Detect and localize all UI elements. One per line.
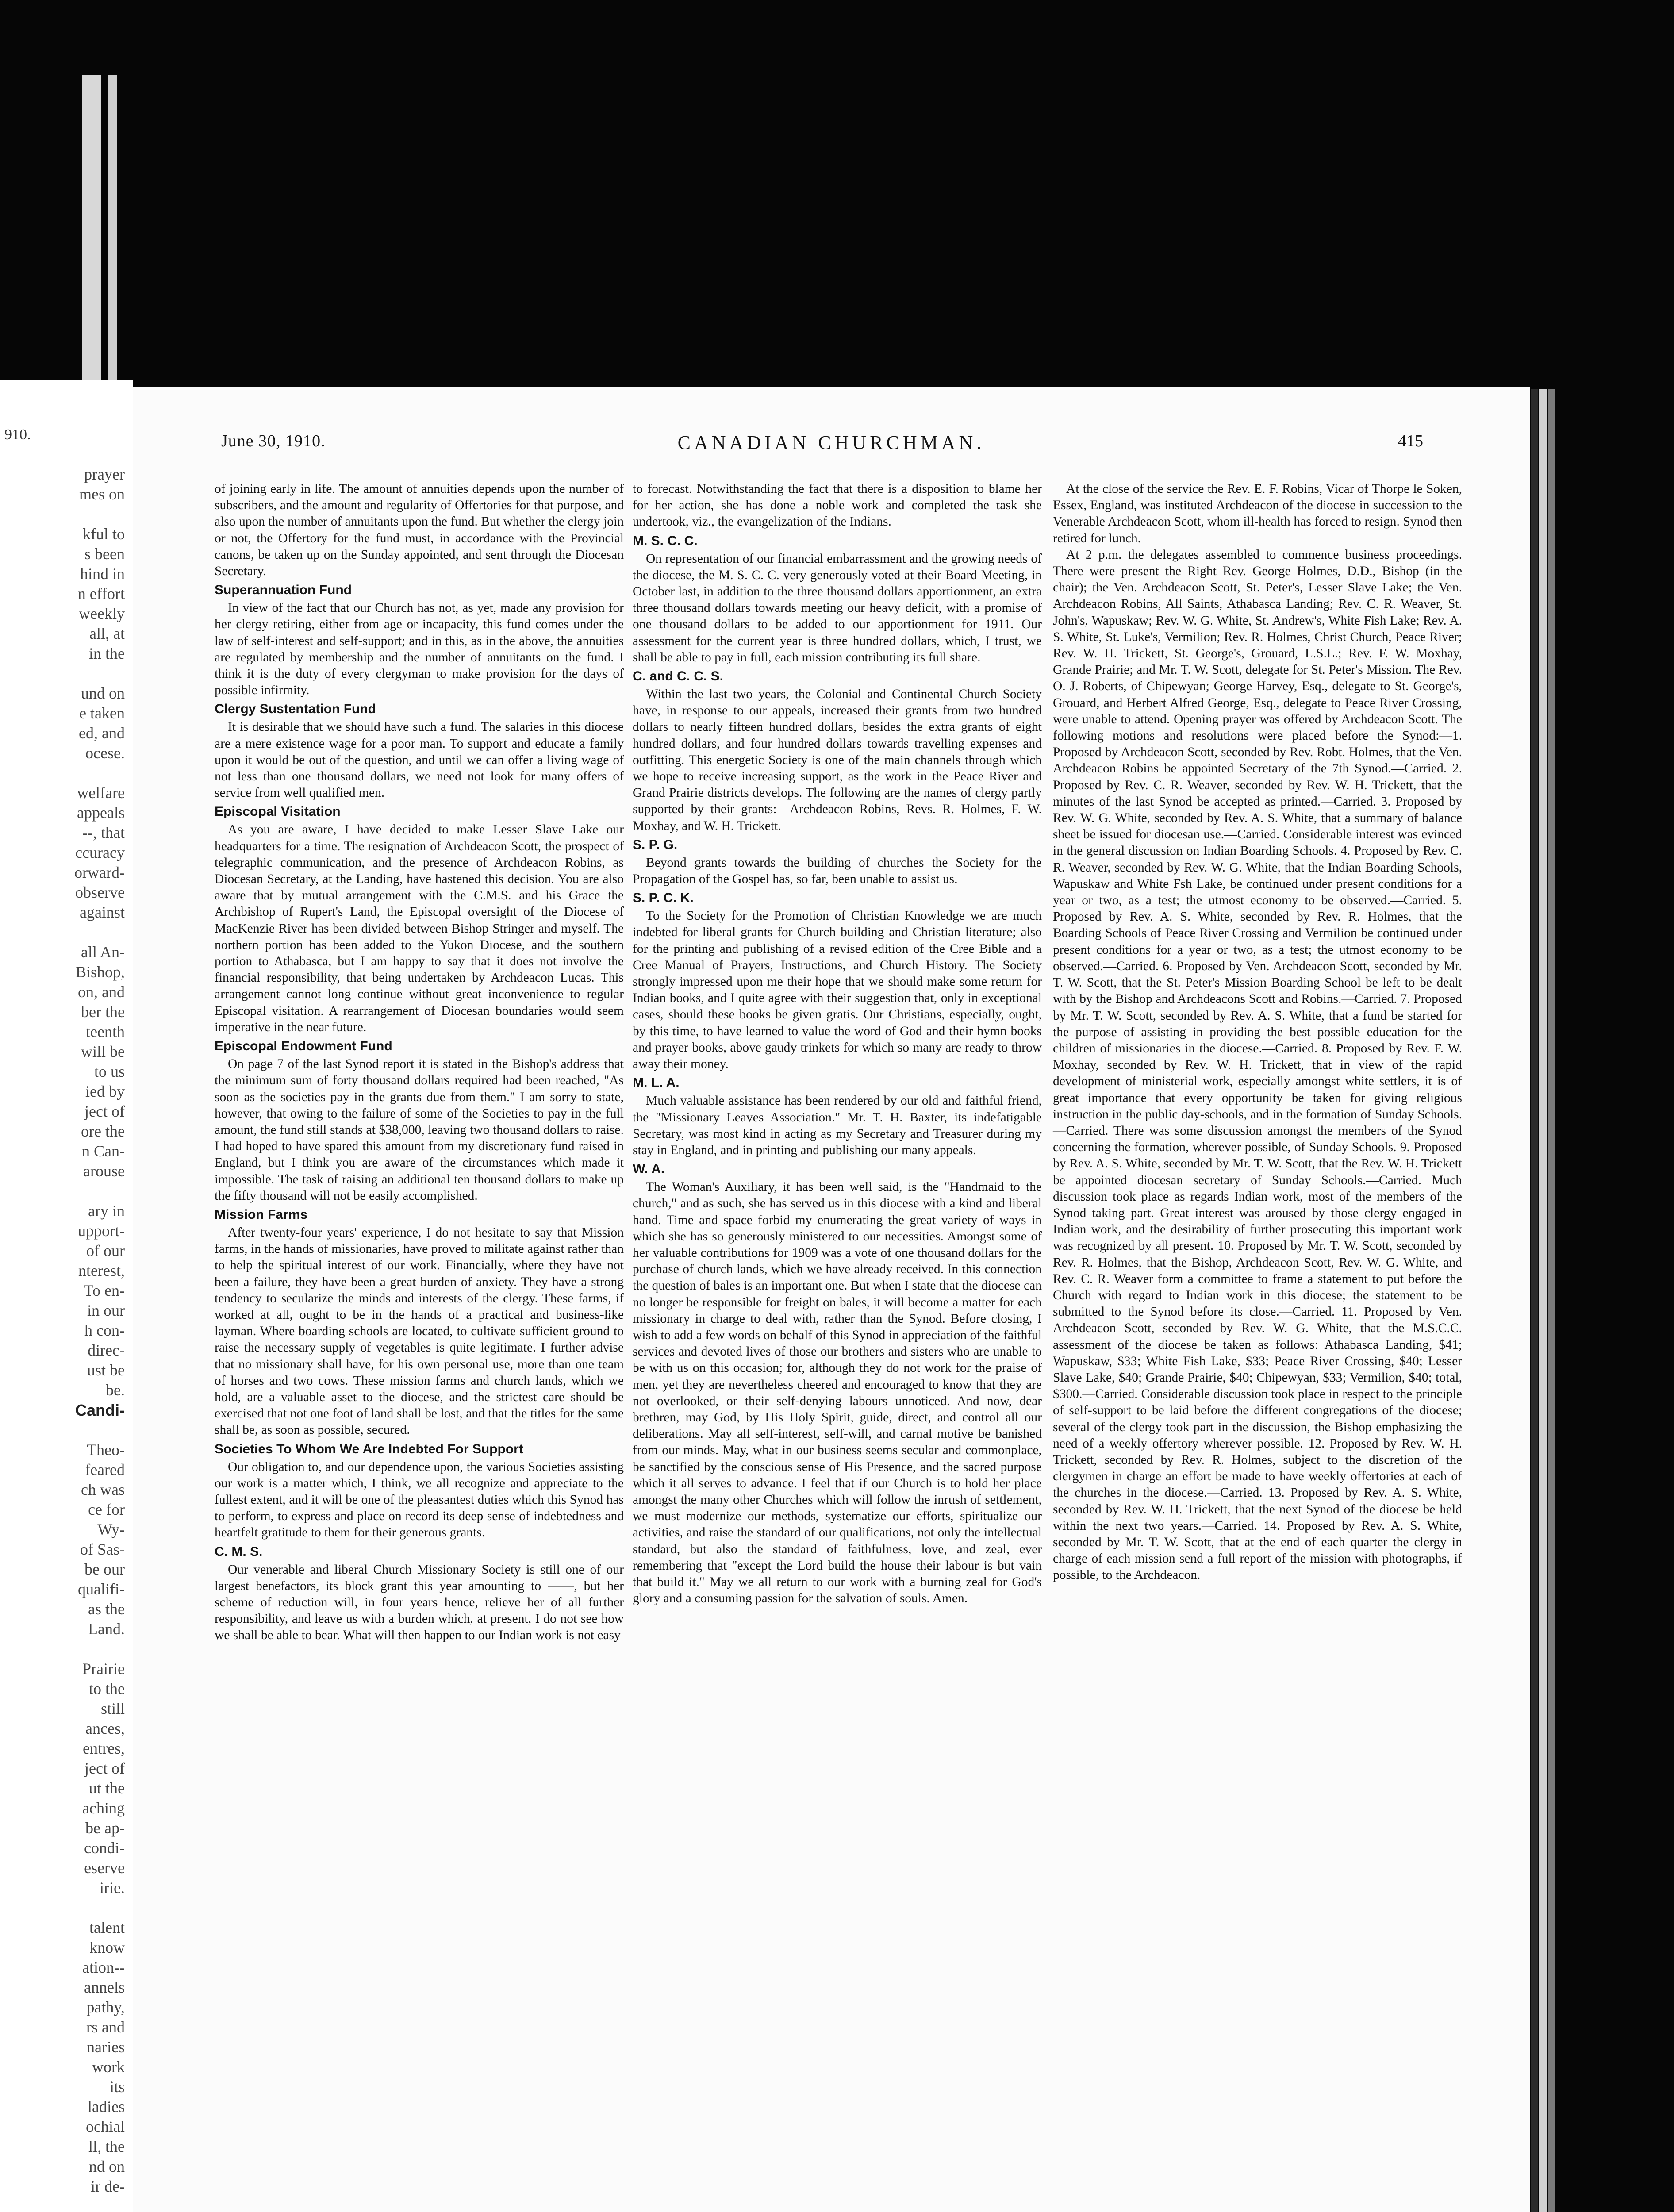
adjacent-page-line: ed, and — [79, 724, 125, 742]
adjacent-page-line: of Sas- — [80, 1540, 125, 1558]
adjacent-page-line: mes on — [79, 485, 125, 503]
adjacent-page-line: know — [89, 1939, 125, 1956]
adjacent-page-line: ject of — [84, 1102, 125, 1120]
adjacent-page-line: ocese. — [85, 744, 125, 762]
adjacent-page-line: und on — [81, 684, 125, 702]
adjacent-page-line: ances, — [85, 1720, 125, 1737]
paragraph: At 2 p.m. the delegates assembled to commence business proceedings. There were present the Right Rev. George Holmes, D.D., Bishop (in the chair); the Ven. Archdeacon Scott, St. Peter's, Lesser Slave Lake; the Ven. Archdeacon Robins, All Saints, Athabasca Landing; Rev. C. R. Weaver, St. John's, Wapuskaw; Rev. W. G. White, St. Andrew's, White Fish Lake; Rev. A. S. White, St. Luke's, Vermilion; Rev. R. Holmes, Christ Church, Peace River; Rev. W. H. Trickett, St. George's, Grouard, L.S.L.; Rev. F. W. Moxhay, Grande Prairie; and Mr. T. W. Scott, delegate for St. Peter's Mission. The Rev. O. J. Roberts, of Chipewyan; George Harvey, Esq., delegate to St. George's, Grouard, and Herbert Alfred George, Esq., delegate to Peace River Crossing, were unable to attend. Opening prayer was offered by Archdeacon Scott. The following motions and resolutions were placed before the Synod:—1. Proposed by Archdeacon Scott, seconded by Rev. Robt. Holmes, that the Ven. Archdeacon Robins be appointed Secretary of the 7th Synod.—Carried. 2. Proposed by Rev. C. R. Weaver, seconded by Rev. W. H. Trickett, that the minutes of the last Synod be accepted as printed.—Carried. 3. Proposed by Rev. W. G. White, seconded by Rev. A. S. White, that a summary of balance sheet be issued for diocesan use.—Carried. Considerable interest was evinced in the general discussion on Indian Boarding Schools. 4. Proposed by Rev. C. R. Weaver, seconded by Rev. W. G. White, that the Indian Boarding Schools, Wapuskaw and White Fsh Lake, be continued under present conditions for a year or two, as a test; the utmost economy to be observed.—Carried. 5. Proposed by Rev. A. S. White, seconded by Rev. R. Holmes, that the Boarding Schools of Peace River Crossing and Vermilion be continued under present conditions for a year or two, as a test; the utmost economy to be observed.—Carried. 6. Proposed by Ven. Archdeacon Scott, seconded by Mr. T. W. Scott, that the St. Peter's Mission Boarding School be left to be dealt with by the Bishop and Archdeacons Scott and Robins.—Carried. 7. Proposed by Mr. T. W. Scott, seconded by Rev. A. S. White, that a fund be started for the purpose of assisting in providing the best possible education for the children of missionaries in the diocese.—Carried. 8. Proposed by Rev. F. W. Moxhay, seconded by Rev. W. H. Trickett, that in view of the rapid development of ministerial work, especially amongst white settlers, it is of great importance that every opportunity be taken for giving religious instruction in the public day-schools, and in the formation of Sunday Schools.—Carried. There was some discussion amongst the members of the Synod concerning the formation, wherever possible, of Sunday Schools. 9. Proposed by Rev. A. S. White, seconded by Mr. T. W. Scott, that the Rev. W. H. Trickett be appointed diocesan secretary of Sunday Schools.—Carried. Much discussion took place as regards Indian work, most of the members of the Synod taking part. Great interest was aroused by those clergy engaged in Indian work, and the desirability of further prosecuting this important work was recognized by all present. 10. Proposed by Mr. T. W. Scott, seconded by Rev. R. Holmes, that the Bishop, Archdeacon Scott, Rev. W. G. White, and Rev. C. R. Weaver form a committee to frame a statement to put before the Church with regard to Indian work in this diocese; the statement to be submitted to the Synod before its close.—Carried. 11. Proposed by Ven. Archdeacon Scott, seconded by Rev. W. G. White, that the M.S.C.C. assessment of the diocese be taken as follows: Athabasca Landing, $41; Wapuskaw, $33; White Fish Lake, $33; Peace River Crossing, $40; Lesser Slave Lake, $40; Grande Prairie, $40; Chipewyan, $33; Vermilion, $40; total, $300.—Carried. Considerable discussion took place in respect to the principle of self-support to be laid before the different congregations of the diocese; several of the clergy took part in the discussion, the Bishop emphasizing the need of a weekly offertory wherever possible. 12. Proposed by Rev. W. H. Trickett, seconded by Rev. R. Holmes, subject to the discretion of the clergymen in charge an effort be made to have weekly offertories at each of the churches in the diocese.—Carried. 13. Proposed by Rev. A. S. White, seconded by Rev. W. H. Trickett, that the next Synod of the diocese be held within the next two years.—Carried. 14. Proposed by Rev. A. S. White, seconded by Mr. T. W. Scott, that at the end of each quarter the clergy in charge of each mission send a full report of the mission with photographs, if possible, to the Archdeacon. — [1053, 547, 1462, 1582]
adjacent-page-line: prayer — [84, 465, 125, 483]
adjacent-page-line: pathy, — [86, 1998, 125, 2016]
section-heading: M. L. A. — [633, 1075, 680, 1091]
paragraph: On representation of our financial embarrassment and the growing needs of the diocese, the M. S. C. C. very generously voted at their Board Meeting, in October last, in addition to the three thousand dollars apportionment, an extra three thousand dollars towards meeting our heavy deficit, with a promise of one thousand dollars to be added to our apportionment for 1911. Our assessment for the current year is three hundred dollars, which, I trust, we shall be able to pay in full, each mission contributing its full share. — [633, 551, 1042, 664]
adjacent-page-line: n effort — [77, 585, 125, 603]
adjacent-page-line: ladies — [88, 2098, 125, 2116]
paragraph: After twenty-four years' experience, I do not hesitate to say that Mission farms, in the hands of missionaries, have proved to militate against rather than to help the spiritual interest of our work. Financially, where they have not been a failure, they have been a great burden of anxiety. They have a strong tendency to secularize the minds and interests of the clergy. These farms, if worked at all, ought to be in the hands of a practical and business-like layman. Where boarding schools are located, to cultivate sufficient ground to raise the necessary supply of vegetables is quite legitimate. I further advise that no missionary shall have, for his own personal use, more than one team of horses and two cows. These mission farms and church lands, which we hold, are a valuable asset to the diocese, and the strictest care should be exercised that not one foot of land shall be lost, and that the titles for the same shall be, as soon as possible, secured. — [215, 1225, 624, 1437]
adjacent-page-line: be. — [106, 1381, 125, 1399]
section-heading: Mission Farms — [215, 1207, 308, 1222]
adjacent-page-line: ary in — [88, 1202, 125, 1220]
publication-title: CANADIAN CHURCHMAN. — [677, 432, 985, 453]
adjacent-page-line — [0, 664, 133, 684]
adjacent-page-line: Land. — [88, 1620, 125, 1638]
adjacent-page-line: ation-- — [82, 1959, 125, 1976]
adjacent-page-line: feared — [85, 1461, 125, 1479]
adjacent-page-line: irie. — [100, 1879, 125, 1897]
paragraph: In view of the fact that our Church has not, as yet, made any provision for her clergy retiring, either from age or incapacity, this fund comes under the law of self-interest and self-support; and in this, as in the above, the annuities are regulated by membership and the number of annuitants on the fund. I think it is the duty of every clergyman to make provision for the days of possible infirmity. — [215, 601, 624, 698]
page-edge-stack-outer — [1548, 389, 1555, 2212]
adjacent-page-line: e taken — [79, 704, 125, 722]
adjacent-page-line: all An- — [81, 943, 125, 961]
adjacent-page-line: in the — [89, 645, 125, 662]
adjacent-page-line: Bishop, — [75, 963, 125, 981]
adjacent-page-line: nterest, — [78, 1262, 125, 1279]
section-heading: Clergy Sustentation Fund — [215, 702, 376, 717]
section-heading: Superannuation Fund — [215, 583, 352, 598]
adjacent-page-line: qualifi- — [78, 1580, 125, 1598]
adjacent-page-line — [0, 504, 133, 524]
adjacent-page-line: weekly — [79, 605, 125, 622]
adjacent-page-line: eserve — [84, 1859, 125, 1877]
page-number: 415 — [1398, 432, 1423, 450]
section-heading: C. and C. C. S. — [633, 669, 724, 684]
adjacent-page-line — [0, 2197, 133, 2212]
page-edge-stack — [1539, 389, 1547, 2212]
adjacent-page-line: on, and — [78, 983, 125, 1001]
paragraph: Within the last two years, the Colonial and Continental Church Society have, in response to our appeals, increased their grants from two hundred dollars to nearly fifteen hundred dollars, besides the extra grants of eight hundred dollars, and four hundred dollars towards travelling expenses and outfitting. This energetic Society is one of the main channels through which we hope to receive increasing support, as the work in the Peace River and Grand Prairie districts develops. The following are the names of clergy partly supported by their grants:—Archdeacon Robins, Revs. R. Holmes, F. W. Moxhay, and W. H. Trickett. — [633, 687, 1042, 833]
adjacent-page-line: Prairie — [82, 1660, 125, 1678]
adjacent-page-line: direc- — [88, 1341, 125, 1359]
adjacent-page-header: 910. — [4, 426, 31, 443]
adjacent-page-line: to the — [89, 1680, 125, 1697]
adjacent-page-line: as the — [88, 1600, 125, 1618]
adjacent-page-line: kful to — [83, 525, 125, 543]
binding-strip — [82, 75, 101, 380]
paragraph: The Woman's Auxiliary, it has been well said, is the "Handmaid to the church," and as such, she has served us in this diocese with a kind and liberal hand. Time and space forbid my enumerating the great variety of ways in which she has so generously ministered to our necessities. Amongst some of her valuable contributions for 1909 was a vote of one thousand dollars for the purchase of church lands, which we have already received. In this connection the question of bales is an important one. But when I state that the diocese can no longer be responsible for freight on bales, it will become a matter for each missionary in charge to deal with, rather than the Synod. Before closing, I wish to add a few words on behalf of this Synod in appreciation of the faithful services and devoted lives of those our brothers and sisters who are unable to be with us on this occasion; for, although they do not work for the praise of men, yet they are nevertheless cheered and encouraged to know that they are not overlooked, or their self-denying labours unnoticed. And now, dear brethren, may God, by His Holy Spirit, guide, direct, and control all our deliberations. May all self-interest, self-will, and carnal motive be banished from our minds. May, what in our business seems secular and commonplace, be sanctified by the conscious sense of His Presence, and the sacred purpose which it all serves to advance. I feel that if our Church is to hold her place amongst the many other Churches which will follow the inrush of settlement, we must modernize our methods, systematize our efforts, spiritualize our activities, and raise the standard of our qualifications, not only the intellectual standard, but also the standard of faithfulness, love, and zeal, ever remembering that "except the Lord build the house their labour is but vain that build it." May we all return to our work with a burning zeal for God's glory and a consuming passion for the salvation of souls. Amen. — [633, 1180, 1042, 1606]
adjacent-page-fragment — [0, 380, 133, 2212]
paragraph: to forecast. Notwithstanding the fact that there is a disposition to blame her for her action, she has done a noble work and completed the task she undertook, viz., the evangelization of the Indians. — [633, 482, 1042, 529]
adjacent-page-line: work — [92, 2058, 125, 2076]
adjacent-page-line: against — [80, 903, 125, 921]
adjacent-page-line: Theo- — [87, 1441, 125, 1459]
section-heading: Societies To Whom We Are Indebted For Support — [215, 1441, 523, 1456]
adjacent-page-line: s been — [84, 545, 125, 563]
adjacent-page-line: aching — [82, 1799, 125, 1817]
adjacent-page-line: to us — [94, 1063, 125, 1080]
adjacent-page-line — [0, 763, 133, 783]
binding-strip-inner — [108, 75, 117, 380]
adjacent-page-line: upport- — [78, 1222, 125, 1240]
adjacent-page-line: condi- — [84, 1839, 125, 1857]
adjacent-page-line: be our — [84, 1560, 125, 1578]
adjacent-page-line: ore the — [81, 1122, 125, 1140]
section-heading: W. A. — [633, 1162, 665, 1177]
adjacent-page-line: its — [109, 2078, 125, 2096]
newspaper-page — [133, 387, 1530, 2212]
adjacent-page-line: Wy- — [97, 1521, 125, 1538]
paragraph: of joining early in life. The amount of annuities depends upon the number of subscribers, and the amount and regularity of Offertories for that purpose, and also upon the number of annuitants upon the fund. But whether the clergy join or not, the Offertory for the fund must, in accordance with the Provincial canons, be taken up on the Sunday appointed, and sent through the Diocesan Secretary. — [215, 482, 624, 579]
adjacent-page-line: ccuracy — [75, 844, 125, 861]
adjacent-page-line: all, at — [89, 625, 125, 642]
adjacent-page-line: --, that — [82, 824, 125, 841]
adjacent-page-line: nd on — [89, 2158, 125, 2175]
section-heading: M. S. C. C. — [633, 533, 698, 548]
adjacent-page-line: of our — [86, 1242, 125, 1260]
adjacent-page-line: ochial — [86, 2118, 125, 2135]
adjacent-page-line: ce for — [88, 1501, 125, 1518]
issue-date: June 30, 1910. — [221, 432, 326, 450]
adjacent-page-line: naries — [87, 2038, 125, 2056]
adjacent-page-line: h con- — [84, 1321, 125, 1339]
paragraph: Our obligation to, and our dependence upon, the various Societies assisting our work is a matter which, I think, we all recognize and appreciate to the fullest extent, and it will be one of the pleasantest duties which this Synod has to perform, to express and place on record its deep sense of indebtedness and heartfelt gratitude to them for their generous grants. — [215, 1459, 624, 1540]
paragraph: It is desirable that we should have such a fund. The salaries in this diocese are a mere existence wage for a poor man. To support and educate a family upon it would be out of the question, and until we can offer a living wage of not less than one thousand dollars, we need not look for many offers of service from well qualified men. — [215, 720, 624, 800]
paragraph: On page 7 of the last Synod report it is stated in the Bishop's address that the minimum sum of forty thousand dollars required had been reached, "As soon as the societies pay in the grants due from them." I am sorry to state, however, that owing to the failure of some of the Societies to pay in the full amount, the fund still stands at $38,000, leaving two thousand dollars to raise. I had hoped to have spared this amount from my discretionary fund raised in England, but I think you are aware of the circumstances which made it impossible. The task of raising an additional ten thousand dollars to make up the fifty thousand will not be easily accomplished. — [215, 1057, 624, 1203]
adjacent-page-line: appeals — [77, 804, 125, 822]
adjacent-page-line: ied by — [85, 1083, 125, 1100]
paragraph: Much valuable assistance has been rendered by our old and faithful friend, the "Missionary Leaves Association." Mr. T. H. Baxter, its indefatigable Secretary, was most kind in acting as my Secretary and Treasurer during my stay in England, and in printing and publishing our many appeals. — [633, 1094, 1042, 1157]
adjacent-page-line: arouse — [83, 1162, 125, 1180]
paragraph: Our venerable and liberal Church Missionary Society is still one of our largest benefactors, its block grant this year amounting to ——, but her scheme of reduction will, in four years hence, relieve her of all further responsibility, and leave us with a burden which, at present, I do not see how we shall be able to bear. What will then happen to our Indian work is not easy — [215, 1562, 624, 1643]
adjacent-page-line — [0, 1420, 133, 1440]
adjacent-page-line — [0, 922, 133, 942]
adjacent-page-line: observe — [75, 883, 125, 901]
paragraph: As you are aware, I have decided to make Lesser Slave Lake our headquarters for a time. The resignation of Archdeacon Scott, the prospect of telegraphic communication, and the presence of Archdeacon Robins, as Diocesan Secretary, at the Landing, have hastened this decision. You are also aware that by mutual arrangement with the C.M.S. and his Grace the Archbishop of Rupert's Land, the Episcopal oversight of the Diocese of MacKenzie River has been divided between Bishop Stringer and myself. The northern portion has been added to the Yukon Diocese, and the southern portion to Athabasca, but I am happy to say that it does not involve the financial responsibility, that being undertaken by Archdeacon Lucas. This arrangement cannot long continue without great inconvenience to regular Episcopal visitation. A rearrangement of Diocesan boundaries would seem imperative in the near future. — [215, 822, 624, 1034]
adjacent-page-line: ust be — [87, 1361, 125, 1379]
text-column-3 — [1053, 481, 1462, 1584]
adjacent-page-line: be ap- — [85, 1819, 125, 1837]
adjacent-page-line: Candi- — [75, 1401, 125, 1419]
adjacent-page-line: talent — [89, 1919, 125, 1936]
text-column-2 — [633, 481, 1042, 1607]
adjacent-page-line — [0, 1181, 133, 1201]
adjacent-page-line: ch was — [81, 1481, 125, 1498]
text-column-1 — [215, 481, 624, 1644]
adjacent-page-line: orward- — [74, 864, 125, 881]
adjacent-page-line: annels — [84, 1978, 125, 1996]
page-edge-shadow — [1531, 389, 1538, 2212]
section-heading: S. P. G. — [633, 837, 678, 852]
paragraph: At the close of the service the Rev. E. F. Robins, Vicar of Thorpe le Soken, Essex, England, was instituted Archdeacon of the diocese in succession to the Venerable Archdeacon Scott, whom ill-health has forced to resign. Synod then retired for lunch. — [1053, 482, 1462, 545]
adjacent-page-line: ll, the — [88, 2138, 125, 2155]
section-heading: Episcopal Visitation — [215, 804, 341, 819]
adjacent-page-line: To en- — [84, 1282, 125, 1299]
paragraph: To the Society for the Promotion of Christian Knowledge we are much indebted for liberal grants for Church building and Christian literature; also for the printing and publishing of a revised edition of the Cree Bible and a Cree Manual of Prayers, Instructions, and Church History. The Society strongly impressed upon me their hope that we should make some return for Indian books, and I quite agree with their suggestion that, only in exceptional cases, should these books be given gratis. Our Christians, especially, ought, by this time, to have learned to value the word of God and their hymn books and prayer books, above gaudy trinkets for which so many are ready to throw away their money. — [633, 909, 1042, 1071]
adjacent-page-line: welfare — [77, 784, 125, 802]
section-heading: C. M. S. — [215, 1544, 263, 1559]
adjacent-page-line: rs and — [86, 2018, 125, 2036]
section-heading: S. P. C. K. — [633, 891, 694, 906]
adjacent-page-line: hind in — [80, 565, 125, 583]
adjacent-page-line: still — [100, 1700, 125, 1717]
adjacent-page-line: n Can- — [82, 1142, 125, 1160]
paragraph: Beyond grants towards the building of churches the Society for the Propagation of the Gospel has, so far, been unable to assist us. — [633, 855, 1042, 887]
page-header — [133, 431, 1530, 462]
adjacent-page-line: entres, — [83, 1740, 125, 1757]
adjacent-page-line: in our — [87, 1302, 125, 1319]
adjacent-page-line: ject of — [84, 1759, 125, 1777]
adjacent-page-line: will be — [81, 1043, 125, 1060]
adjacent-page-text — [0, 465, 133, 2212]
adjacent-page-line: teenth — [86, 1023, 125, 1041]
adjacent-page-line — [0, 1898, 133, 1918]
adjacent-page-line: ut the — [89, 1779, 125, 1797]
section-heading: Episcopal Endowment Fund — [215, 1039, 392, 1054]
adjacent-page-line — [0, 1639, 133, 1659]
adjacent-page-line: ir de- — [91, 2177, 125, 2195]
adjacent-page-line: ber the — [81, 1003, 125, 1021]
